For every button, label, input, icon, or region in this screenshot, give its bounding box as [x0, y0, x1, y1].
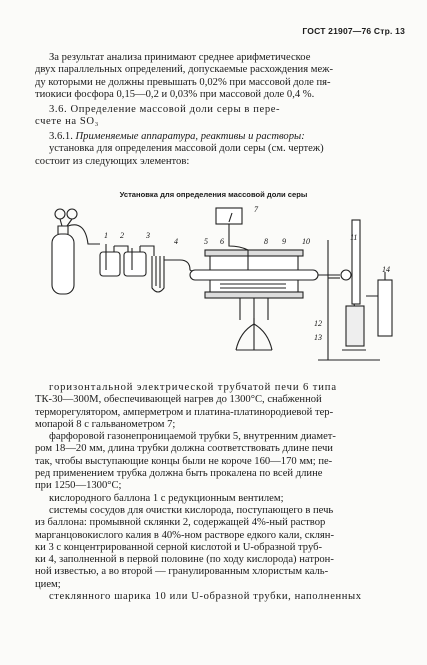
text-line: установка для определения массовой доли серы (см. чертеж)	[49, 143, 324, 155]
text-line: тиокиси фосфора 0,15—0,2 и 0,03% при массовой доле 0,4 %.	[35, 88, 315, 100]
paragraph-analysis-result	[35, 52, 403, 101]
text-line: двух параллельных определений, допускаемые расхождения меж-	[35, 64, 334, 76]
label-11: 11	[350, 233, 358, 242]
text-line: цием;	[35, 578, 61, 590]
label-12: 12	[314, 319, 322, 328]
label-2: 2	[120, 231, 124, 240]
text-line: из баллона: промывной склянки 2, содержащей 4%-ный раствор	[35, 517, 326, 529]
text-line: счете на SO₃	[35, 116, 99, 128]
label-9: 9	[282, 237, 286, 246]
apparatus-list	[35, 382, 403, 603]
oxygen-cylinder-icon	[52, 209, 77, 294]
label-3: 3	[146, 231, 150, 240]
text-line: стеклянного шарика 10 или U-образной трубки, наполненных	[49, 591, 362, 603]
label-10: 10	[302, 237, 310, 246]
text-line: ром 18—20 мм, длина трубки должна соответствовать длине печи	[35, 443, 333, 455]
absorption-vessel-icon	[366, 272, 392, 336]
text-line: мопарой 8 с гальванометром 7;	[35, 418, 176, 430]
text-line: ред применением трубка должна быть прокалена по всей длине	[35, 468, 323, 480]
text-line: так, чтобы выступающие концы были не короче 160—170 мм; пе-	[35, 455, 333, 467]
page-header: ГОСТ 21907—76 Стр. 13	[302, 26, 405, 36]
text-line: кислородного баллона 1 с редукционным вентилем;	[49, 492, 284, 504]
text-line: За результат анализа принимают среднее арифметическое	[49, 52, 311, 63]
text-line: ду которыми не должны превышать 0,02% при массовой доле пя-	[35, 76, 331, 88]
text-line: ТК-30—300М, обеспечивающей нагрев до 1300°С, снабженной	[35, 394, 322, 406]
wash-bottle-icon	[100, 244, 120, 276]
section-number: 3.6.1.	[49, 131, 73, 142]
label-6: 6	[220, 237, 224, 246]
text-line: системы сосудов для очистки кислорода, поступающего в печь	[49, 504, 334, 516]
burette-stand-icon	[318, 220, 380, 360]
label-8: 8	[264, 237, 268, 246]
label-4: 4	[174, 237, 178, 246]
text-line: ной известью, а во второй — гранулированным хлористым каль-	[35, 566, 329, 578]
section-title: Применяемые аппаратура, реактивы и растворы:	[75, 131, 305, 142]
figure-caption: Установка для определения массовой доли серы	[119, 190, 308, 199]
text-line: горизонтальной электрической трубчатой печи 6 типа	[49, 382, 337, 393]
text-line: ки 4, заполненной в первой половине (по ходу кислорода) натрон-	[35, 554, 334, 566]
tube-furnace-icon	[190, 250, 318, 350]
label-5: 5	[204, 237, 208, 246]
text-line: состоит из следующих элементов:	[35, 155, 190, 167]
section-3-6-1	[35, 131, 403, 168]
text-line: терморегулятором, амперметром и платина-платинородиевой тер-	[35, 406, 334, 418]
glass-bulb-icon	[341, 270, 351, 280]
text-line: ки 3 с концентрированной серной кислотой и U-образной труб-	[35, 541, 323, 553]
u-tube-icon	[152, 256, 164, 292]
label-1: 1	[104, 231, 108, 240]
text-line: фарфоровой газонепроницаемой трубки 5, внутренним диамет-	[49, 431, 336, 443]
text-line: марганцовокислого калия в 40%-ном растворе едкого кали, склян-	[35, 529, 334, 541]
text-line: при 1250—1300°С;	[35, 480, 122, 492]
label-14: 14	[382, 265, 390, 274]
text-line: 3.6. Определение массовой доли серы в пере-	[49, 104, 281, 115]
apparatus-diagram	[40, 200, 405, 372]
acid-bottle-icon	[124, 246, 146, 276]
label-13: 13	[314, 333, 322, 342]
label-7: 7	[254, 205, 258, 214]
section-3-6-heading	[35, 104, 403, 129]
